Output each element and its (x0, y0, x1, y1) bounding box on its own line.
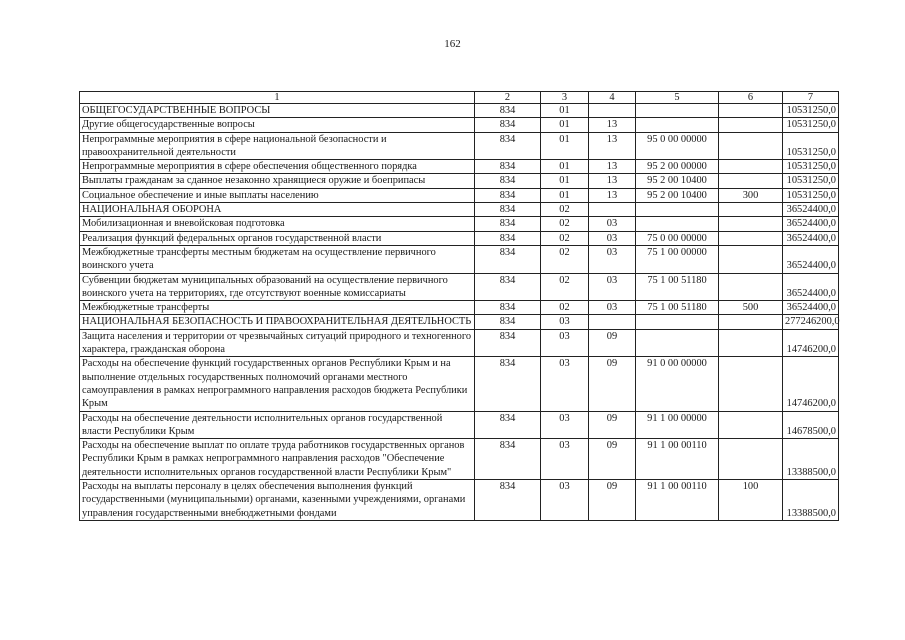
amount: 277246200,0 (783, 315, 839, 329)
table-row (80, 480, 839, 521)
table-row (80, 329, 839, 357)
expense-type-code (719, 411, 783, 439)
section-code: 01 (541, 188, 589, 202)
table-row (80, 188, 839, 202)
amount: 14746200,0 (783, 329, 839, 357)
target-article-code: 91 0 00 00000 (636, 357, 719, 411)
amount: 36524400,0 (783, 245, 839, 273)
expense-type-code (719, 315, 783, 329)
column-header: 4 (589, 92, 636, 104)
column-header: 2 (475, 92, 541, 104)
row-name: Выплаты гражданам за сданное незаконно хранящиеся оружие и боеприпасы (80, 174, 475, 188)
amount: 36524400,0 (783, 217, 839, 231)
section-code: 03 (541, 439, 589, 480)
expense-type-code (719, 245, 783, 273)
table-row (80, 273, 839, 301)
section-code: 02 (541, 217, 589, 231)
row-name: НАЦИОНАЛЬНАЯ БЕЗОПАСНОСТЬ И ПРАВООХРАНИТЕЛЬНАЯ ДЕЯТЕЛЬНОСТЬ (80, 315, 475, 329)
table-row (80, 118, 839, 132)
expense-type-code (719, 273, 783, 301)
ministry-code: 834 (475, 273, 541, 301)
ministry-code: 834 (475, 329, 541, 357)
expense-type-code (719, 174, 783, 188)
ministry-code: 834 (475, 174, 541, 188)
table-row (80, 203, 839, 217)
expense-type-code (719, 439, 783, 480)
section-code: 01 (541, 118, 589, 132)
row-name: Непрограммные мероприятия в сфере обеспечения общественного порядка (80, 160, 475, 174)
expense-type-code: 500 (719, 301, 783, 315)
expense-type-code (719, 118, 783, 132)
table-row (80, 132, 839, 160)
ministry-code: 834 (475, 480, 541, 521)
target-article-code (636, 315, 719, 329)
amount: 13388500,0 (783, 480, 839, 521)
subsection-code: 03 (589, 217, 636, 231)
row-name: Расходы на обеспечение выплат по оплате труда работников государственных органов Республики Крым в рамках непрограммного направления расходов "Обеспечение деятельности исполнительных органов государственной власти Республики Крым" (80, 439, 475, 480)
page-number: 162 (444, 38, 461, 50)
table-row (80, 217, 839, 231)
section-code: 03 (541, 411, 589, 439)
amount: 10531250,0 (783, 174, 839, 188)
table-row (80, 174, 839, 188)
ministry-code: 834 (475, 357, 541, 411)
section-code: 02 (541, 203, 589, 217)
target-article-code: 75 1 00 51180 (636, 301, 719, 315)
target-article-code (636, 118, 719, 132)
row-name: Мобилизационная и вневойсковая подготовка (80, 217, 475, 231)
ministry-code: 834 (475, 301, 541, 315)
expense-type-code (719, 357, 783, 411)
section-code: 01 (541, 104, 589, 118)
section-code: 02 (541, 245, 589, 273)
amount: 36524400,0 (783, 231, 839, 245)
subsection-code: 09 (589, 411, 636, 439)
expense-type-code (719, 132, 783, 160)
target-article-code: 75 1 00 51180 (636, 273, 719, 301)
subsection-code: 03 (589, 245, 636, 273)
table-row (80, 104, 839, 118)
amount: 13388500,0 (783, 439, 839, 480)
table-row (80, 231, 839, 245)
amount: 36524400,0 (783, 203, 839, 217)
amount: 10531250,0 (783, 118, 839, 132)
target-article-code (636, 217, 719, 231)
row-name: Непрограммные мероприятия в сфере национальной безопасности и правоохранительной деятельности (80, 132, 475, 160)
subsection-code (589, 104, 636, 118)
target-article-code: 95 2 00 10400 (636, 174, 719, 188)
subsection-code: 09 (589, 439, 636, 480)
section-code: 03 (541, 357, 589, 411)
ministry-code: 834 (475, 132, 541, 160)
row-name: Субвенции бюджетам муниципальных образований на осуществление первичного воинского учета на территориях, где отсутствуют военные комиссариаты (80, 273, 475, 301)
amount: 10531250,0 (783, 160, 839, 174)
expense-type-code (719, 217, 783, 231)
target-article-code (636, 203, 719, 217)
target-article-code: 95 0 00 00000 (636, 132, 719, 160)
target-article-code: 95 2 00 10400 (636, 188, 719, 202)
target-article-code (636, 104, 719, 118)
subsection-code (589, 203, 636, 217)
section-code: 02 (541, 273, 589, 301)
ministry-code: 834 (475, 160, 541, 174)
target-article-code: 95 2 00 00000 (636, 160, 719, 174)
table-row (80, 301, 839, 315)
ministry-code: 834 (475, 231, 541, 245)
expense-type-code: 300 (719, 188, 783, 202)
subsection-code: 13 (589, 132, 636, 160)
target-article-code: 91 1 00 00000 (636, 411, 719, 439)
column-header: 7 (783, 92, 839, 104)
amount: 10531250,0 (783, 132, 839, 160)
row-name: Защита населения и территории от чрезвычайных ситуаций природного и техногенного характера, гражданская оборона (80, 329, 475, 357)
table-header-row (80, 92, 839, 104)
ministry-code: 834 (475, 118, 541, 132)
subsection-code: 09 (589, 329, 636, 357)
row-name: Межбюджетные трансферты (80, 301, 475, 315)
ministry-code: 834 (475, 411, 541, 439)
subsection-code: 03 (589, 273, 636, 301)
amount: 14746200,0 (783, 357, 839, 411)
ministry-code: 834 (475, 245, 541, 273)
subsection-code: 13 (589, 188, 636, 202)
subsection-code: 13 (589, 174, 636, 188)
target-article-code: 91 1 00 00110 (636, 480, 719, 521)
expense-type-code (719, 203, 783, 217)
amount: 10531250,0 (783, 104, 839, 118)
row-name: Расходы на выплаты персоналу в целях обеспечения выполнения функций государственными (муниципальными) органами, казенными учреждениями, органами управления государственными внебюджетными фондами (80, 480, 475, 521)
amount: 10531250,0 (783, 188, 839, 202)
target-article-code: 75 1 00 00000 (636, 245, 719, 273)
row-name: Расходы на обеспечение деятельности исполнительных органов государственной власти Республики Крым (80, 411, 475, 439)
column-header: 1 (80, 92, 475, 104)
section-code: 01 (541, 160, 589, 174)
ministry-code: 834 (475, 217, 541, 231)
row-name: НАЦИОНАЛЬНАЯ ОБОРОНА (80, 203, 475, 217)
subsection-code: 03 (589, 231, 636, 245)
column-header: 3 (541, 92, 589, 104)
row-name: Другие общегосударственные вопросы (80, 118, 475, 132)
expense-type-code (719, 329, 783, 357)
ministry-code: 834 (475, 104, 541, 118)
table-row (80, 411, 839, 439)
section-code: 01 (541, 132, 589, 160)
table-row (80, 315, 839, 329)
ministry-code: 834 (475, 188, 541, 202)
subsection-code: 03 (589, 301, 636, 315)
row-name: Реализация функций федеральных органов государственной власти (80, 231, 475, 245)
ministry-code: 834 (475, 315, 541, 329)
section-code: 01 (541, 174, 589, 188)
row-name: Расходы на обеспечение функций государственных органов Республики Крым и на выполнение отдельных государственных полномочий органами местного самоуправления в рамках непрограммного направления расходов бюджета Республики Крым (80, 357, 475, 411)
section-code: 03 (541, 315, 589, 329)
amount: 14678500,0 (783, 411, 839, 439)
budget-table (79, 91, 839, 521)
section-code: 02 (541, 301, 589, 315)
subsection-code: 13 (589, 118, 636, 132)
section-code: 02 (541, 231, 589, 245)
amount: 36524400,0 (783, 273, 839, 301)
expense-type-code: 100 (719, 480, 783, 521)
target-article-code (636, 329, 719, 357)
table-row (80, 439, 839, 480)
section-code: 03 (541, 480, 589, 521)
ministry-code: 834 (475, 439, 541, 480)
target-article-code: 75 0 00 00000 (636, 231, 719, 245)
column-header: 6 (719, 92, 783, 104)
expense-type-code (719, 231, 783, 245)
column-header: 5 (636, 92, 719, 104)
row-name: Межбюджетные трансферты местным бюджетам на осуществление первичного воинского учета (80, 245, 475, 273)
subsection-code: 09 (589, 357, 636, 411)
expense-type-code (719, 104, 783, 118)
ministry-code: 834 (475, 203, 541, 217)
table-row (80, 160, 839, 174)
subsection-code (589, 315, 636, 329)
subsection-code: 13 (589, 160, 636, 174)
subsection-code: 09 (589, 480, 636, 521)
table-row (80, 357, 839, 411)
row-name: ОБЩЕГОСУДАРСТВЕННЫЕ ВОПРОСЫ (80, 104, 475, 118)
target-article-code: 91 1 00 00110 (636, 439, 719, 480)
table-row (80, 245, 839, 273)
row-name: Социальное обеспечение и иные выплаты населению (80, 188, 475, 202)
amount: 36524400,0 (783, 301, 839, 315)
expense-type-code (719, 160, 783, 174)
section-code: 03 (541, 329, 589, 357)
